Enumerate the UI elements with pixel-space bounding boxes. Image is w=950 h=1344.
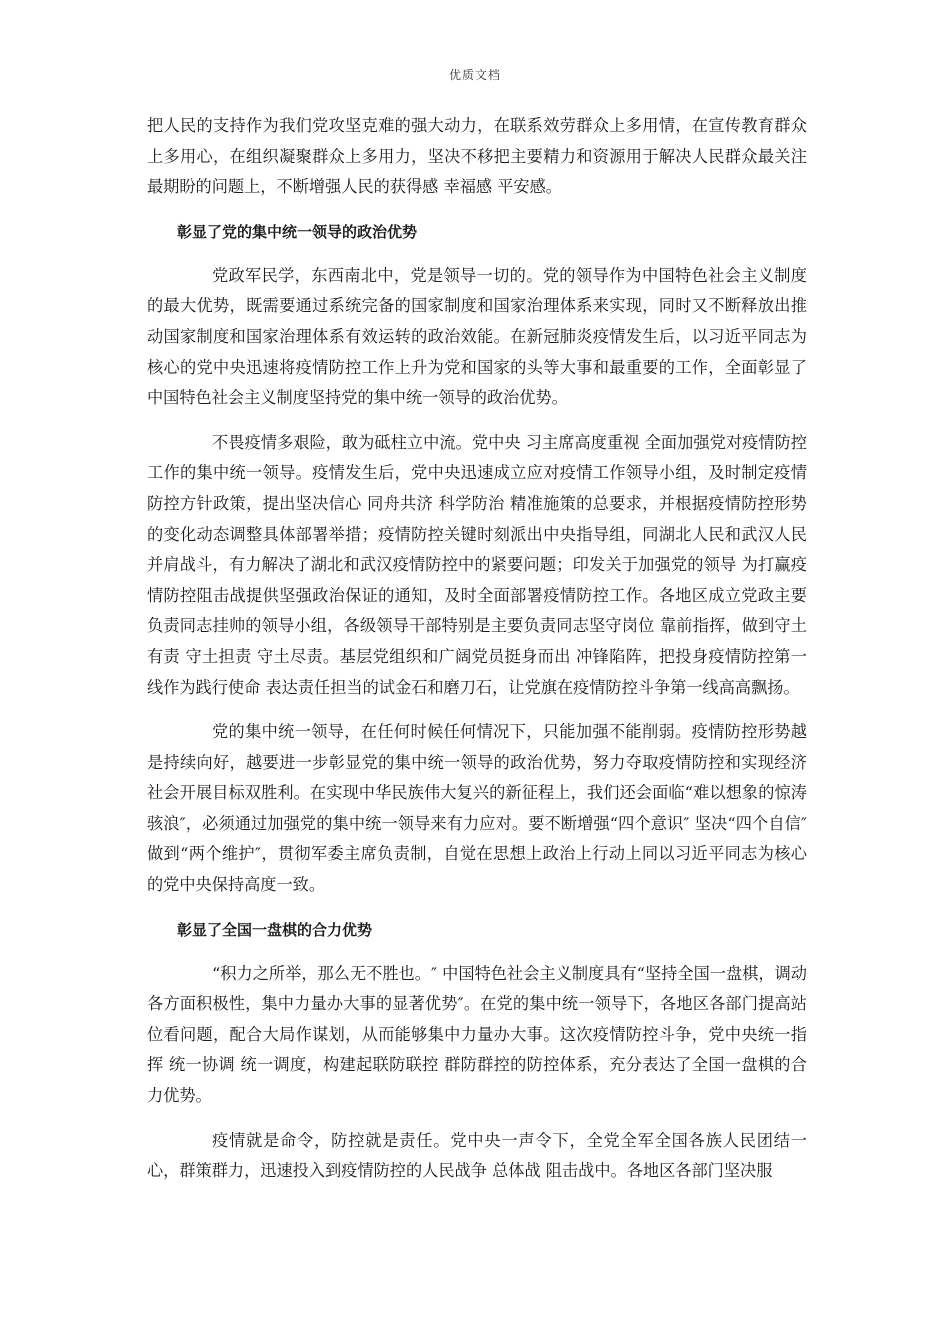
paragraph-intro: 把人民的支持作为我们党攻坚克难的强大动力，在联系效劳群众上多用情，在宣传教育群众上多用心，在组织凝聚群众上多用力，坚决不移把主要精力和资源用于解决人民群众最关注 最期盼的问题上，不断增强人民的获得感 幸福感 平安感。 xyxy=(147,116,807,197)
page-header: 优质文档 xyxy=(448,68,501,82)
paragraph-party-leadership: 党政军民学，东西南北中，党是领导一切的。党的领导作为中国特色社会主义制度的最大优势，既需要通过系统完备的国家制度和国家治理体系来实现，同时又不断释放出推动国家制度和国家治理体系有效运转的政治效能。在新冠肺炎疫情发生后，以习近平同志为核心的党中央迅速将疫情防控工作上升为党和国家的头等大事和最重要的工作，全面彰显了中国特色社会主义制度坚持党的集中统一领导的政治优势。 xyxy=(147,265,807,408)
paragraph-national-chessboard: “积力之所举，那么无不胜也。″ 中国特色社会主义制度具有“坚持全国一盘棋，调动各方面积极性，集中力量办大事的显著优势″。在党的集中统一领导下，各地区各部门提高站位看问题，配合大局作谋划，从而能够集中力量办大事。这次疫情防控斗争，党中央统一指挥 统一协调 统一调度，构建起联防联控 群防群控的防控体系，充分表达了全国一盘棋的合力优势。 xyxy=(147,963,807,1106)
paragraph-centralized-leadership: 党的集中统一领导，在任何时候任何情况下，只能加强不能削弱。疫情防控形势越是持续向好，越要进一步彰显党的集中统一领导的政治优势，努力夺取疫情防控和实现经济社会开展目标双胜利。在实现中华民族伟大复兴的新征程上，我们还会面临“难以想象的惊涛骇浪″，必须通过加强党的集中统一领导来有力应对。要不断增强“四个意识″ 坚决“四个自信″ 做到“两个维护″，贯彻军委主席负责制，自觉在思想上政治上行动上同以习近平同志为核心的党中央保持高度一致。 xyxy=(147,722,807,895)
paragraph-epidemic-leadership: 不畏疫情多艰险，敢为砥柱立中流。党中央 习主席高度重视 全面加强党对疫情防控工作的集中统一领导。疫情发生后，党中央迅速成立应对疫情工作领导小组，及时制定疫情防控方针政策，提出坚决信心 同舟共济 科学防治 精准施策的总要求，并根据疫情防控形势的变化动态调整具体部署举措；疫情防控关键时刻派出中央指导组，同湖北人民和武汉人民并肩战斗，有力解决了湖北和武汉疫情防控中的紧要问题；印发关于加强党的领导 为打赢疫情防控阻击战提供坚强政治保证的通知，及时全面部署疫情防控工作。各地区成立党政主要负责同志挂帅的领导小组，各级领导干部特别是主要负责同志坚守岗位 靠前指挥，做到守土有责 守土担责 守土尽责。基层党组织和广阔党员挺身而出 冲锋陷阵，把投身疫情防控第一线作为践行使命 表达责任担当的试金石和磨刀石，让党旗在疫情防控斗争第一线高高飘扬。 xyxy=(147,432,807,697)
paragraph-command: 疫情就是命令，防控就是责任。党中央一声令下，全党全军全国各族人民团结一心，群策群力，迅速投入到疫情防控的人民战争 总体战 阻击战中。各地区各部门坚决服 xyxy=(147,1130,807,1181)
document-body xyxy=(147,111,807,1201)
section-heading-joint-advantage: 彰显了全国一盘棋的合力优势 xyxy=(177,920,373,939)
section-heading-political-advantage: 彰显了党的集中统一领导的政治优势 xyxy=(177,222,418,241)
